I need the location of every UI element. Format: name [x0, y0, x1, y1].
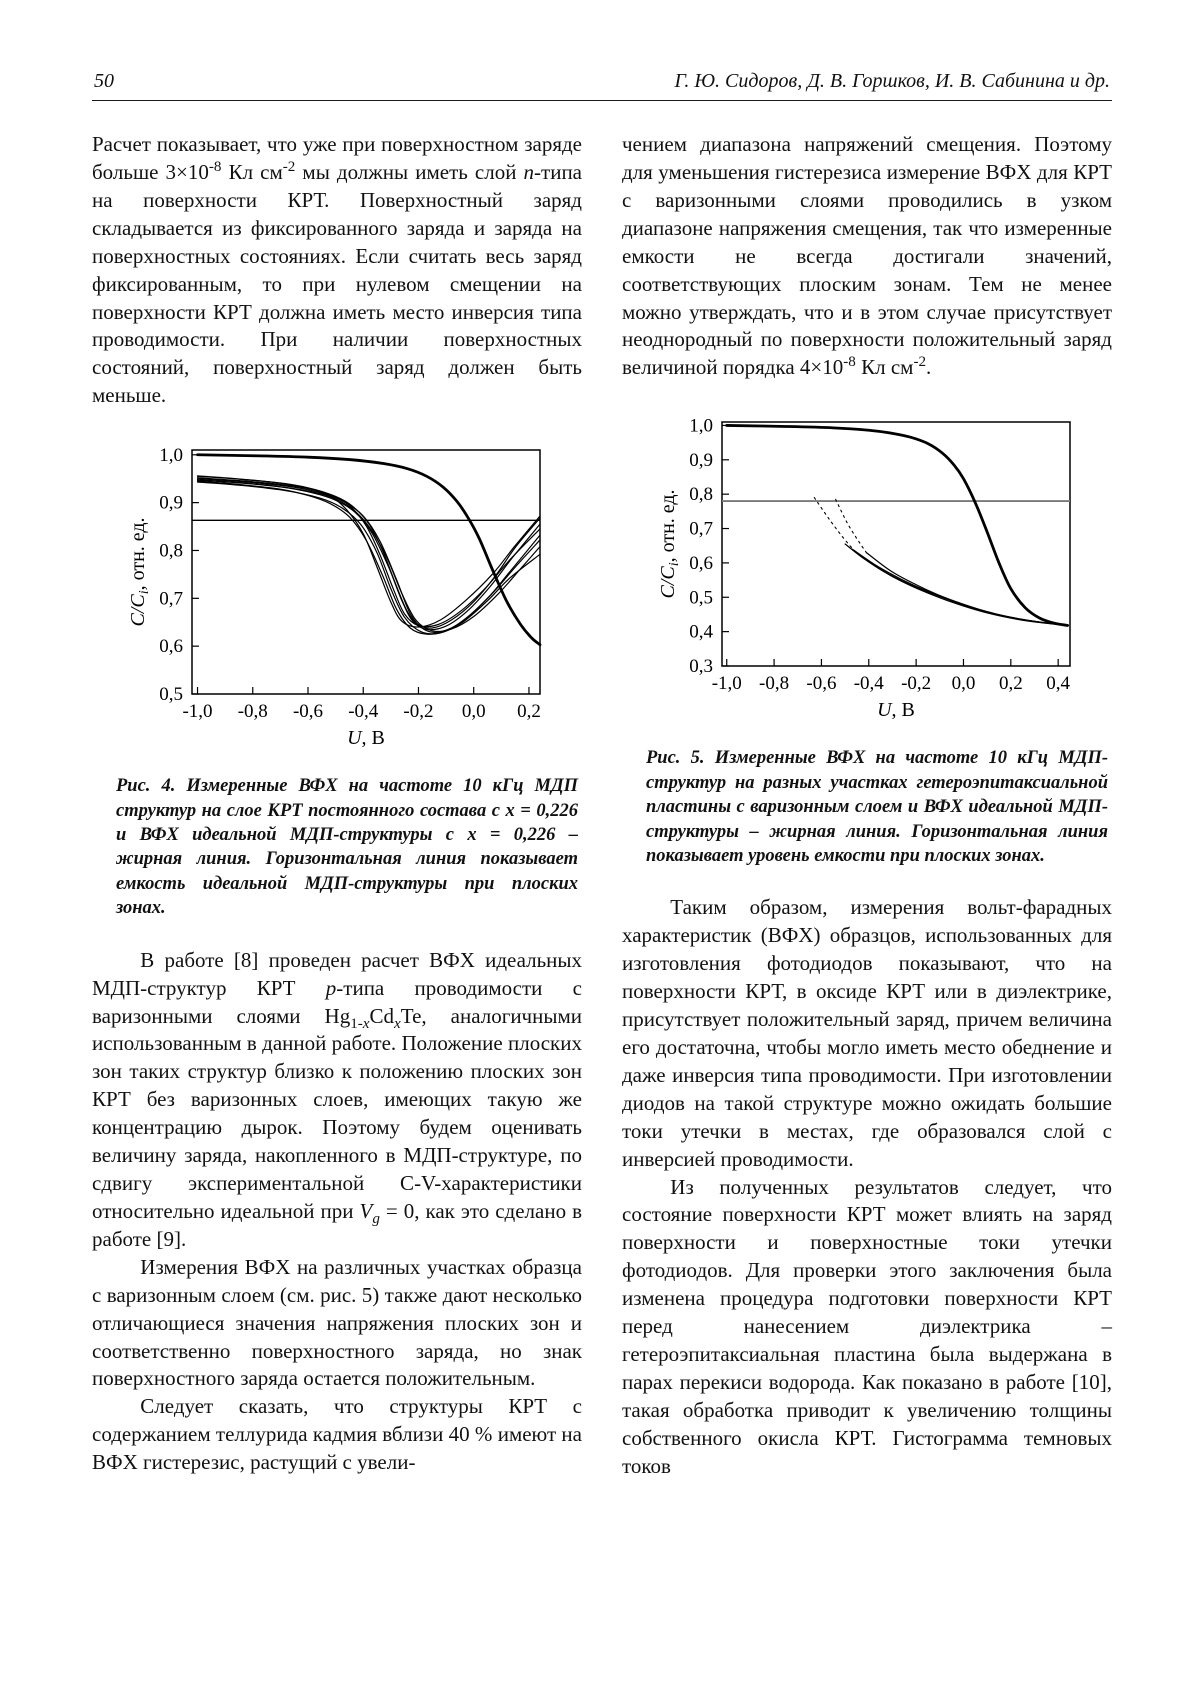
y-tick-label: 0,7 — [689, 518, 713, 540]
y-tick-label: 0,4 — [689, 621, 713, 643]
x-tick-label: -0,2 — [901, 673, 932, 695]
y-tick-label: 0,5 — [689, 587, 713, 609]
figure-4-caption: Рис. 4. Измеренные ВФХ на частоте 10 кГц МДП структур на слое КРТ постоянного состава с x = 0,226 и ВФХ идеальной МДП-структуры с x = 0,226 – жирная линия. Горизонтальная линия показывает емкость идеальной МДП-структуры при плоских зонах. — [116, 776, 578, 919]
right-column — [622, 131, 1112, 1481]
y-tick-label: 1,0 — [689, 415, 713, 437]
two-column-body — [92, 131, 1112, 1481]
page-number: 50 — [94, 70, 114, 92]
x-tick-label: 0,2 — [998, 673, 1023, 695]
cv-curve-measured-1 — [198, 478, 540, 628]
paragraph-hysteresis: Следует сказать, что структуры КРТ с содержанием теллурида кадмия вблизи 40 % имеют на ВФХ гистерезис, растущий с увели- — [92, 1394, 582, 1475]
y-tick-label: 0,9 — [689, 450, 713, 472]
y-tick-label: 0,6 — [689, 553, 713, 575]
y-tick-label: 0,6 — [159, 636, 183, 658]
figure-4 — [92, 436, 582, 754]
paragraph-vfx-measurements: Измерения ВФХ на различных участках образца с варизонным слоем (см. рис. 5) также дают несколько отличающиеся значения напряжения плоских зон и соответственно поверхностного заряда, но знак поверхностного заряда остается положительным. — [92, 1254, 582, 1391]
x-tick-label: -0,6 — [292, 701, 324, 723]
cv-curve-measured-2 — [198, 480, 540, 630]
x-axis-title: U, В — [347, 727, 385, 750]
x-tick-label: -0,8 — [759, 673, 790, 695]
cv-curve-measured-2 — [866, 553, 1067, 626]
y-axis-title: $C/C_i$, отн. ед. — [657, 489, 682, 599]
figure-4-chart — [122, 436, 552, 754]
left-column — [92, 131, 582, 1481]
x-tick-label: 0,2 — [517, 701, 541, 723]
x-tick-label: -1,0 — [182, 701, 213, 723]
y-tick-label: 0,9 — [159, 492, 183, 514]
x-tick-label: 0,4 — [1046, 673, 1071, 695]
cv-curve-measured-6 — [198, 480, 540, 631]
running-head-authors: Г. Ю. Сидоров, Д. В. Горшков, И. В. Сабинина и др. — [674, 70, 1110, 92]
cv-curve-measured-1 — [855, 551, 1068, 625]
cv-curve-ideal-mdp — [727, 426, 1068, 626]
y-axis-title: $C/C_i$, отн. ед. — [127, 517, 152, 627]
paragraph-surface-treatment: Из полученных результатов следует, что состояние поверхности КРТ может влиять на заряд поверхности и поверхностные токи утечки фотодиодов. Для проверки этого заключения была изменена процедура подготовки поверхности КРТ перед нанесением диэлектрика – гетероэпитаксиальная пластина была выдержана в парах перекиси водорода. Как показано в работе [10], такая обработка приводит к увеличению толщины собственного окисла КРТ. Гистограмма темновых токов — [622, 1174, 1112, 1478]
x-tick-label: 0,0 — [951, 673, 976, 695]
x-tick-label: -0,2 — [403, 701, 434, 723]
paragraph-ideal-cv-calc: В работе [8] проведен расчет ВФХ идеальных МДП-структур КРТ p-типа проводимости с варизонными слоями $Hg_{1-x}Cd_xTe$, аналогичными использованным в данной работе. Положение плоских зон таких структур близко к положению плоских зон КРТ без варизонных слоев, имеющих такую же концентрацию дырок. Поэтому будем оценивать величину заряда, накопленного в МДП-структуре, по сдвигу экспериментальной C-V-характеристики относительно идеальной при $V_g = 0$, как это сделано в работе [9]. — [92, 947, 583, 1251]
y-tick-label: 0,8 — [689, 484, 713, 506]
plot-frame — [192, 450, 540, 694]
cv-curve-measured-3 — [845, 544, 1068, 625]
x-tick-label: -0,4 — [853, 673, 884, 695]
paragraph-surface-charge: Расчет показывает, что уже при поверхностном заряде больше $3\times 10^{-8}$ Кл $см^{-2}$ мы должны иметь слой n-типа на поверхности КРТ. Поверхностный заряд складывается из фиксированного заряда и заряда на поверхностных состояниях. Если считать весь заряд фиксированным, то при нулевом смещении на поверхности КРТ должна иметь место инверсия типа проводимости. При наличии поверхностных состояний, поверхностный заряд должен быть меньше. — [92, 132, 582, 408]
plot-frame — [722, 422, 1070, 666]
figure-5-chart — [652, 408, 1082, 726]
x-tick-label: 0,0 — [461, 701, 486, 723]
y-tick-label: 0,7 — [159, 588, 183, 610]
x-tick-label: -0,8 — [237, 701, 268, 723]
y-tick-label: 0,5 — [159, 684, 183, 706]
figure-5-caption: Рис. 5. Измеренные ВФХ на частоте 10 кГц МДП-структур на разных участках гетероэпитаксиальной пластины с варизонным слоем и ВФХ идеальной МДП-структуры – жирная линия. Горизонтальная линия показывает уровень емкости при плоских зонах. — [646, 748, 1108, 866]
y-tick-label: 1,0 — [159, 445, 183, 467]
cv-curve-measured-1-dashed — [814, 498, 854, 551]
y-tick-label: 0,3 — [689, 656, 713, 678]
x-axis-title: U, В — [877, 699, 915, 722]
page-header — [92, 70, 1112, 100]
header-rule — [92, 100, 1112, 101]
figure-5 — [622, 408, 1112, 726]
x-tick-label: -1,0 — [711, 673, 742, 695]
cv-curve-measured-2-dashed — [836, 500, 867, 553]
y-tick-label: 0,8 — [159, 540, 183, 562]
paragraph-bias-range: чением диапазона напряжений смещения. Поэтому для уменьшения гистерезиса измерение ВФХ для КРТ с варизонными слоями проводились в узком диапазоне напряжения смещения, так что измеренные емкости не всегда достигали значений, соответствующих плоским зонам. Тем не менее можно утверждать, что и в этом случае присутствует неоднородный по поверхности положительный заряд величиной порядка $4\times 10^{-8}$ Кл $см^{-2}$. — [622, 132, 1112, 380]
x-tick-label: -0,6 — [806, 673, 837, 695]
cv-curve-measured-5 — [198, 479, 540, 633]
paragraph-conclusion-charge: Таким образом, измерения вольт-фарадных характеристик (ВФХ) образцов, использованных для изготовления фотодиодов показывают, что на поверхности КРТ, в оксиде КРТ или в диэлектрике, присутствует положительный заряд, причем величина его достаточна, чтобы могло иметь место обеднение и даже инверсия типа проводимости. При изготовлении диодов на такой структуре можно ожидать большие токи утечки в местах, где образовался слой с инверсией проводимости. — [622, 895, 1112, 1171]
x-tick-label: -0,4 — [348, 701, 379, 723]
cv-curve-measured-8 — [198, 476, 540, 627]
